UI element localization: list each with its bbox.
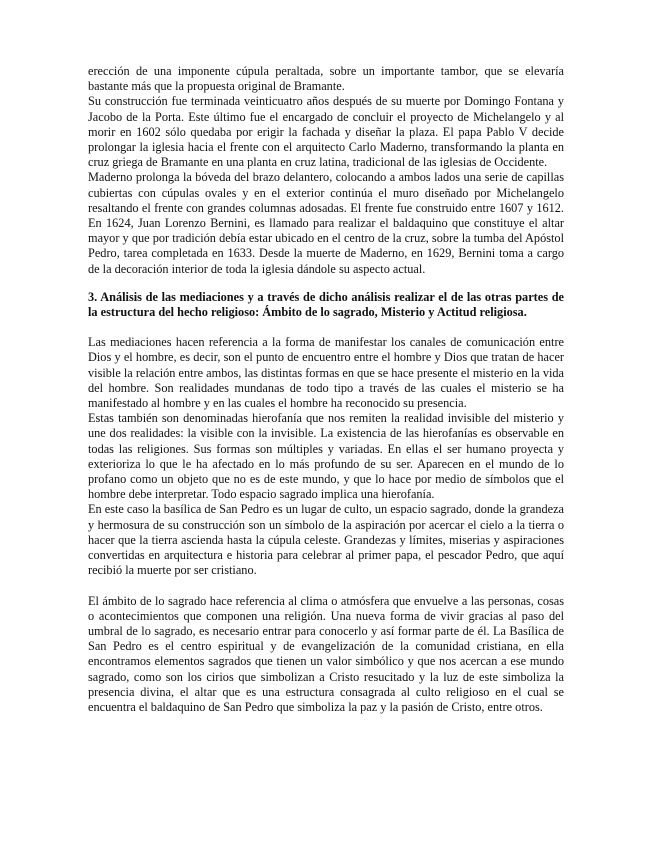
paragraph-construccion: Su construcción fue terminada veinticuatro años después de su muerte por Domingo Fontana y Jacobo de la Porta. Este último fue el encargado de concluir el proyecto de Michelangelo y al morir en 1602 sólo quedaba por erigir la fachada y diseñar la plaza. El papa Pablo V decide prolongar la iglesia hacia el frente con el arquitecto Carlo Maderno, transformando la planta en cruz griega de Bramante en una planta en cruz latina, tradicional de las iglesias de Occidente. (88, 94, 564, 170)
paragraph-mediaciones: Las mediaciones hacen referencia a la forma de manifestar los canales de comunicación entre Dios y el hombre, es decir, son el punto de encuentro entre el hombre y Dios que tratan de hacer visible la relación entre ambos, las distintas formas en que se hace presente el misterio en la vida del hombre. Son realidades mundanas de todo tipo a través de las cuales el misterio se ha manifestado al hombre y en las cuales el hombre ha reconocido su presencia. (88, 335, 564, 411)
paragraph-ambito-sagrado: El ámbito de lo sagrado hace referencia al clima o atmósfera que envuelve a las personas, cosas o acontecimientos que componen una religión. Una nueva forma de vivir gracias al paso del umbral de lo sagrado, es necesario entrar para conocerlo y así formar parte de él. La Basílica de San Pedro es el centro espiritual y de evangelización de la comunidad cristiana, en ella encontramos elementos sagrados que tienen un valor simbólico y que nos acercan a ese mundo sagrado, como son los cirios que simbolizan a Cristo resucitado y la luz de este simboliza la presencia divina, el altar que es una estructura consagrada al culto religioso en el cual se encuentra el baldaquino de San Pedro que simboliza la paz y la pasión de Cristo, entre otros. (88, 593, 564, 714)
paragraph-spacer (88, 579, 564, 594)
paragraph-maderno: Maderno prolonga la bóveda del brazo delantero, colocando a ambos lados una serie de capillas cubiertas con cúpulas ovales y en el exterior continúa el muro diseñado por Michelangelo resaltando el frente con grandes columnas adosadas. El frente fue construido entre 1607 y 1612. En 1624, Juan Lorenzo Bernini, es llamado para realizar el baldaquino que constituye el altar mayor y que por tradición debía estar ubicado en el centro de la cruz, sobre la tumba del Apóstol Pedro, tarea completada en 1633. Desde la muerte de Maderno, en 1629, Bernini toma a cargo de la decoración interior de toda la iglesia dándole su aspecto actual. (88, 170, 564, 276)
document-page (88, 64, 564, 715)
paragraph-basilica: En este caso la basílica de San Pedro es un lugar de culto, un espacio sagrado, donde la grandeza y hermosura de su construcción son un símbolo de la aspiración por acercar el cielo a la tierra o hacer que la tierra ascienda hasta la cúpula celeste. Grandezas y límites, miserias y aspiraciones convertidas en arquitectura e historia para celebrar al primer papa, el pescador Pedro, que aquí recibió la muerte por ser cristiano. (88, 502, 564, 578)
paragraph-cupula: erección de una imponente cúpula peraltada, sobre un importante tambor, que se elevaría bastante más que la propuesta original de Bramante. (88, 64, 564, 94)
paragraph-hierofania: Estas también son denominadas hierofanía que nos remiten la realidad invisible del misterio y une dos realidades: la visible con la invisible. La existencia de las hierofanías es observable en todas las religiones. Sus formas son múltiples y variadas. En ellas el ser humano proyecta y exterioriza lo que le ha afectado en lo más profundo de su ser. Aparecen en el mundo de lo profano como un objeto que no es de este mundo, y que lo hace por medio de símbolos que el hombre debe interpretar. Todo espacio sagrado implica una hierofanía. (88, 411, 564, 502)
section-heading: 3. Análisis de las mediaciones y a través de dicho análisis realizar el de las otras partes de la estructura del hecho religioso: Ámbito de lo sagrado, Misterio y Actitud religiosa. (88, 289, 564, 320)
